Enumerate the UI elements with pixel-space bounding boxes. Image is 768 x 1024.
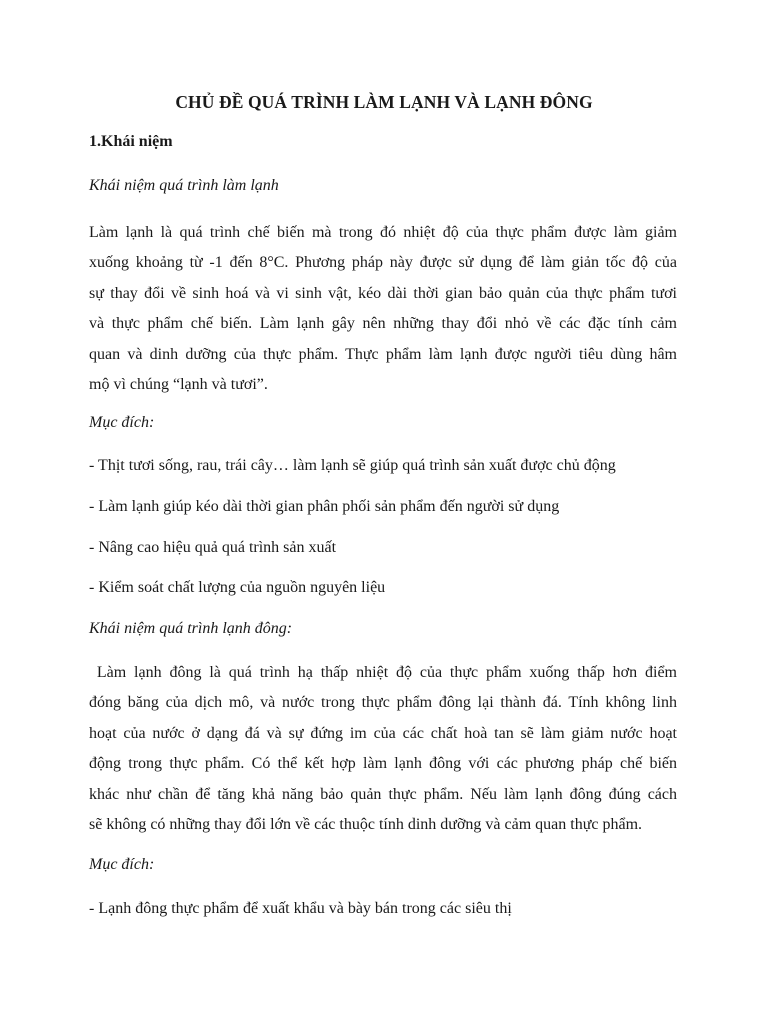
paragraph-line: và thực phẩm chế biến. Làm lạnh gây nên những thay đổi nhỏ về các đặc tính cảm <box>89 315 677 333</box>
section-heading: 1.Khái niệm <box>89 133 173 150</box>
paragraph-line: xuống khoảng từ -1 đến 8°C. Phương pháp này được sử dụng để làm giản tốc độ của <box>89 254 677 272</box>
cooling-purpose-item: - Thịt tươi sống, rau, trái cây… làm lạnh sẽ giúp quá trình sản xuất được chủ động <box>89 457 616 474</box>
paragraph-line: Làm lạnh là quá trình chế biến mà trong đó nhiệt độ của thực phẩm được làm giảm <box>89 224 677 241</box>
freezing-purpose-item: - Lạnh đông thực phẩm để xuất khẩu và bày bán trong các siêu thị <box>89 900 512 917</box>
freezing-purpose-label: Mục đích: <box>89 856 155 873</box>
paragraph-line: Làm lạnh đông là quá trình hạ thấp nhiệt độ của thực phẩm xuống thấp hơn điểm <box>89 664 677 681</box>
paragraph-line: mộ vì chúng “lạnh và tươi”. <box>89 376 268 394</box>
paragraph-line: sự thay đổi về sinh hoá và vi sinh vật, kéo dài thời gian bảo quản của thực phẩm tươi <box>89 284 677 302</box>
cooling-purpose-item: - Nâng cao hiệu quả quá trình sản xuất <box>89 539 337 556</box>
freezing-subheading: Khái niệm quá trình lạnh đông: <box>89 620 293 637</box>
cooling-purpose-item: - Làm lạnh giúp kéo dài thời gian phân phối sản phẩm đến người sử dụng <box>89 498 560 515</box>
paragraph-line: hoạt của nước ở dạng đá và sự đứng im của các chất hoà tan sẽ làm giảm nước hoạt <box>89 724 677 742</box>
cooling-purpose-item: - Kiểm soát chất lượng của nguồn nguyên liệu <box>89 579 386 596</box>
paragraph-line: sẽ không có những thay đổi lớn về các thuộc tính dinh dưỡng và cảm quan thực phẩm. <box>89 816 643 834</box>
paragraph-line: đóng băng của dịch mô, và nước trong thực phẩm đông lại thành đá. Tính không linh <box>89 694 677 712</box>
cooling-paragraph <box>89 218 677 400</box>
paragraph-line: động trong thực phẩm. Có thể kết hợp làm lạnh đông với các phương pháp chế biến <box>89 755 677 773</box>
paragraph-line: quan và dinh dưỡng của thực phẩm. Thực phẩm làm lạnh được người tiêu dùng hâm <box>89 345 677 363</box>
cooling-subheading: Khái niệm quá trình làm lạnh <box>89 177 279 194</box>
cooling-purpose-label: Mục đích: <box>89 414 155 431</box>
document-title: CHỦ ĐỀ QUÁ TRÌNH LÀM LẠNH VÀ LẠNH ĐÔNG <box>175 92 593 112</box>
paragraph-line: khác như chần để tăng khả năng bảo quản thực phẩm. Nếu làm lạnh đông đúng cách <box>89 785 677 803</box>
freezing-paragraph <box>89 658 677 840</box>
